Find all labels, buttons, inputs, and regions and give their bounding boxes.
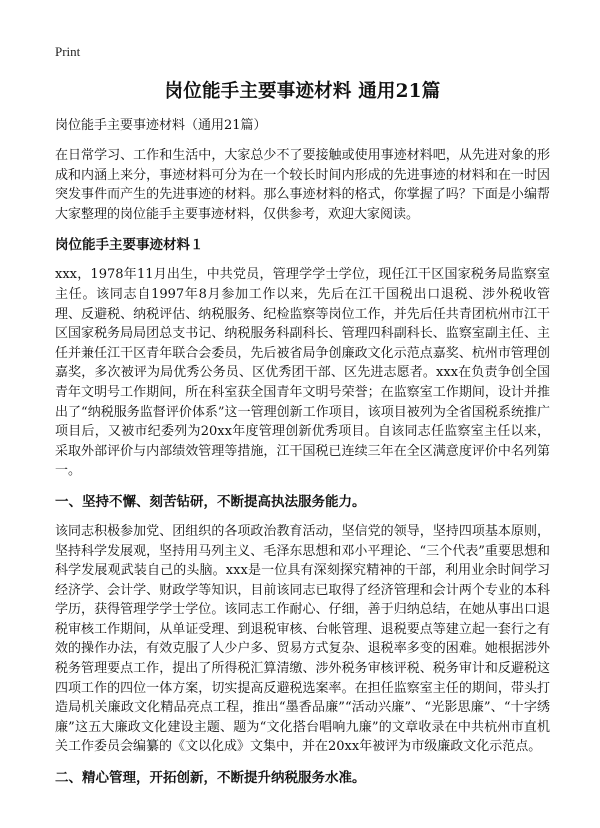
print-label: Print [55,44,81,59]
document-title: 岗位能手主要事迹材料 通用21篇 [164,81,441,102]
section-1-heading: 岗位能手主要事迹材料１ [55,237,204,254]
document-subtitle: 岗位能手主要事迹材料（通用21篇） [55,118,267,133]
section-1-paragraph-1: xxx，1978年11月出生，中共党员，管理学学士学位，现任江干区国家税务局监察室主任。该同志自1997年8月参加工作以来，先后在江干国税出口退税、涉外税收管理、反避税、纳税评估、纳税服务、纪检监察等岗位工作，并先后任共青团杭州市江干区国家税务局局团总支书记、纳税服务科副科长、管理四科副科长、监察室副主任、主任并兼任江干区青年联合会委员，先后被省局争创廉政文化示范点嘉奖、杭州市管理创嘉奖，多次被评为局优秀公务员、区优秀团干部、区先进志愿者。xxx在负责争创全国青年文明号工作期间，所在科室获全国青年文明号荣誉；在监察室工作期间，设计并推出了“纳税服务监督评价体系”这一管理创新工作项目，该项目被列为全省国税系统推广项目后，又被市纪委列为20xx年度管理创新优秀项目。自该同志任监察室主任以来，采取外部评价与内部绩效管理等措施，江干国税已连续三年在全区满意度评价中名列第一。 [55,267,550,479]
intro-paragraph: 在日常学习、工作和生活中，大家总少不了要接触或使用事迹材料吧，从先进对象的形成和内涵上来分，事迹材料可分为在一个较长时间内形成的先进事迹的材料和在一时因突发事件而产生的先进事迹的材料。那么事迹材料的格式，你掌握了吗？下面是小编帮大家整理的岗位能手主要事迹材料，仅供参考，欢迎大家阅读。 [55,148,550,222]
section-1-paragraph-2: 该同志积极参加党、团组织的各项政治教育活动，坚信党的领导，坚持四项基本原则，坚持科学发展观，坚持用马列主义、毛泽东思想和邓小平理论、“三个代表”重要思想和科学发展观武装自己的头脑。xxx是一位具有深刻探究精神的干部，利用业余时间学习经济学、会计学、财政学等知识，目前该同志已取得了经济管理和会计两个专业的本科学历，获得管理学学士学位。该同志工作耐心、仔细，善于归纳总结，在她从事出口退税审核工作期间，从单证受理、到退税审核、台帐管理、退税要点等建立起一套行之有效的操作办法，有效克服了人少户多、贸易方式复杂、退税率多变的困难。她根据涉外税务管理要点工作，提出了所得税汇算清缴、涉外税务审核评税、税务审计和反避税这四项工作的四位一体方案，切实提高反避税选案率。在担任监察室主任的期间，带头打造局机关廉政文化精品亮点工程，推出“墨香品廉”“活动兴廉”、“光影思廉”、“十字绣廉”这五大廉政文化建设主题、题为“文化搭台唱响九廉”的文章收录在中共杭州市直机关工作委员会编纂的《文以化成》文集中，并在20xx年被评为市级廉政文化示范点。 [55,523,550,755]
subheading-1: 一、坚持不懈、刻苦钻研，不断提高执法服务能力。 [55,493,366,510]
subheading-2: 二、精心管理，开拓创新，不断提升纳税服务水准。 [55,770,366,787]
